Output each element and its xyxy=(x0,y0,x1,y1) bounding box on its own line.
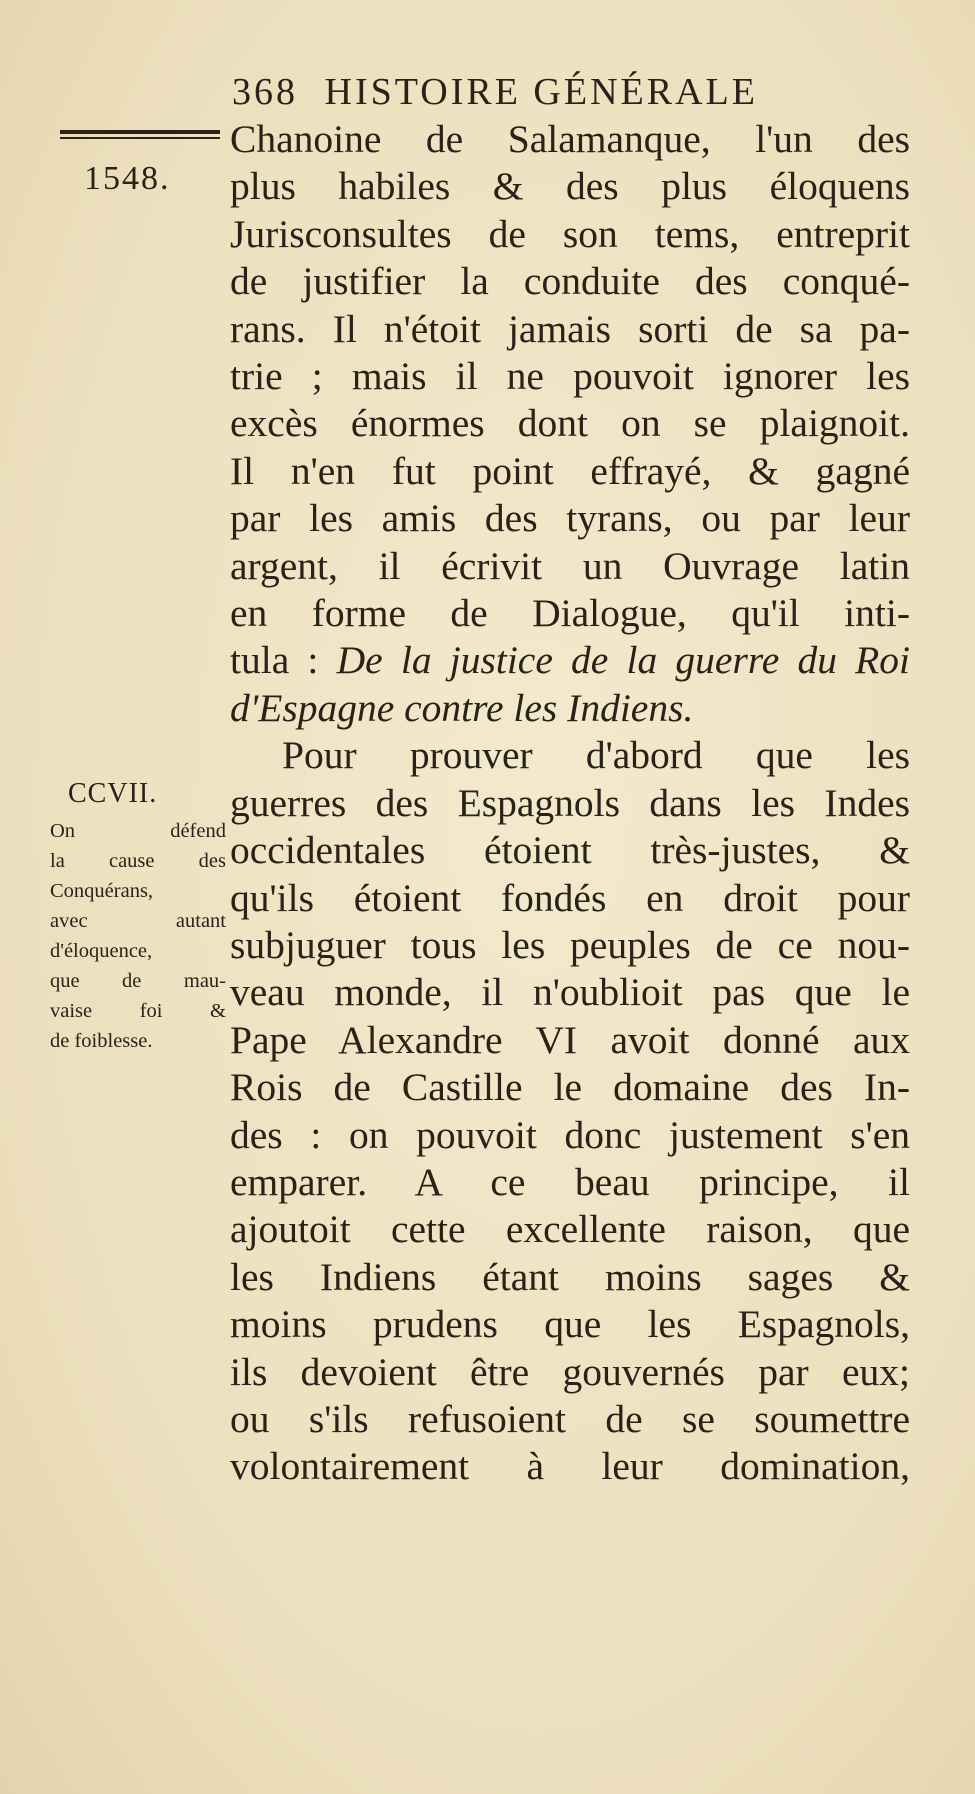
paragraph-1 xyxy=(230,116,910,732)
text-line: en forme de Dialogue, qu'il inti- xyxy=(230,591,910,636)
running-title: HISTOIRE GÉNÉRALE xyxy=(324,71,758,113)
rule-thick xyxy=(60,130,220,134)
text-line: occidentales étoient très-justes, & xyxy=(230,828,910,873)
text-line: Pape Alexandre VI avoit donné aux xyxy=(230,1017,910,1062)
book-title-italic: De la justice de la guerre du Roi xyxy=(336,638,910,683)
text-line: moins prudens que les Espagnols, xyxy=(230,1302,910,1347)
sidenote-line: que de mau- xyxy=(50,970,226,992)
text-line: ou s'ils refusoient de se soumettre xyxy=(230,1396,910,1441)
text-line xyxy=(230,637,910,684)
sidenote-line: vaise foi & xyxy=(50,1000,226,1022)
text-line: plus habiles & des plus éloquens xyxy=(230,164,910,209)
rule-thin xyxy=(60,137,220,139)
text-line: volontairement à leur domination, xyxy=(230,1444,910,1489)
text-line: ajoutoit cette excellente raison, que xyxy=(230,1207,910,1252)
body-text xyxy=(230,116,910,1491)
text-line: les Indiens étant moins sages & xyxy=(230,1254,910,1299)
text-line: Pour prouver d'abord que les xyxy=(282,733,910,778)
sidenote-line: d'éloquence, xyxy=(50,940,153,962)
year-rule xyxy=(60,130,220,139)
text-line: qu'ils étoient fondés en droit pour xyxy=(230,875,910,920)
sidenote-line: de foiblesse. xyxy=(50,1030,153,1052)
text-line: excès énormes dont on se plaignoit. xyxy=(230,401,910,446)
sidenote-line: avec autant xyxy=(50,910,226,932)
text-line: de justifier la conduite des conqué- xyxy=(230,259,910,304)
text-line: ils devoient être gouvernés par eux; xyxy=(230,1349,910,1394)
text-line: guerres des Espagnols dans les Indes xyxy=(230,780,910,825)
text-line: Il n'en fut point effrayé, & gagné xyxy=(230,448,910,493)
book-title-italic-end: d'Espagne contre les Indiens. xyxy=(230,685,694,730)
text-line: rans. Il n'étoit jamais sorti de sa pa- xyxy=(230,306,910,351)
sidenote-line: On défend xyxy=(50,820,226,842)
text-line: Jurisconsultes de son tems, entreprit xyxy=(230,211,910,256)
text-prefix: tula : xyxy=(230,638,337,683)
sidenote-line: la cause des xyxy=(50,850,226,872)
section-number: CCVII. xyxy=(68,778,158,809)
paragraph-2 xyxy=(230,732,910,1491)
text-line: trie ; mais il ne pouvoit ignorer les xyxy=(230,354,910,399)
text-line: des : on pouvoit donc justement s'en xyxy=(230,1112,910,1157)
sidenote-line: Conquérans, xyxy=(50,880,154,902)
margin-year: 1548. xyxy=(84,160,171,197)
text-line: veau monde, il n'oublioit pas que le xyxy=(230,970,910,1015)
margin-sidenote xyxy=(50,816,226,1056)
page-number: 368 xyxy=(232,71,298,113)
text-line: emparer. A ce beau principe, il xyxy=(230,1159,910,1204)
text-line: subjuguer tous les peuples de ce nou- xyxy=(230,922,910,967)
text-line: Chanoine de Salamanque, l'un des xyxy=(230,117,910,161)
text-line: Rois de Castille le domaine des In- xyxy=(230,1065,910,1110)
running-header xyxy=(232,70,872,114)
text-line: par les amis des tyrans, ou par leur xyxy=(230,496,910,541)
text-line: argent, il écrivit un Ouvrage latin xyxy=(230,543,910,588)
